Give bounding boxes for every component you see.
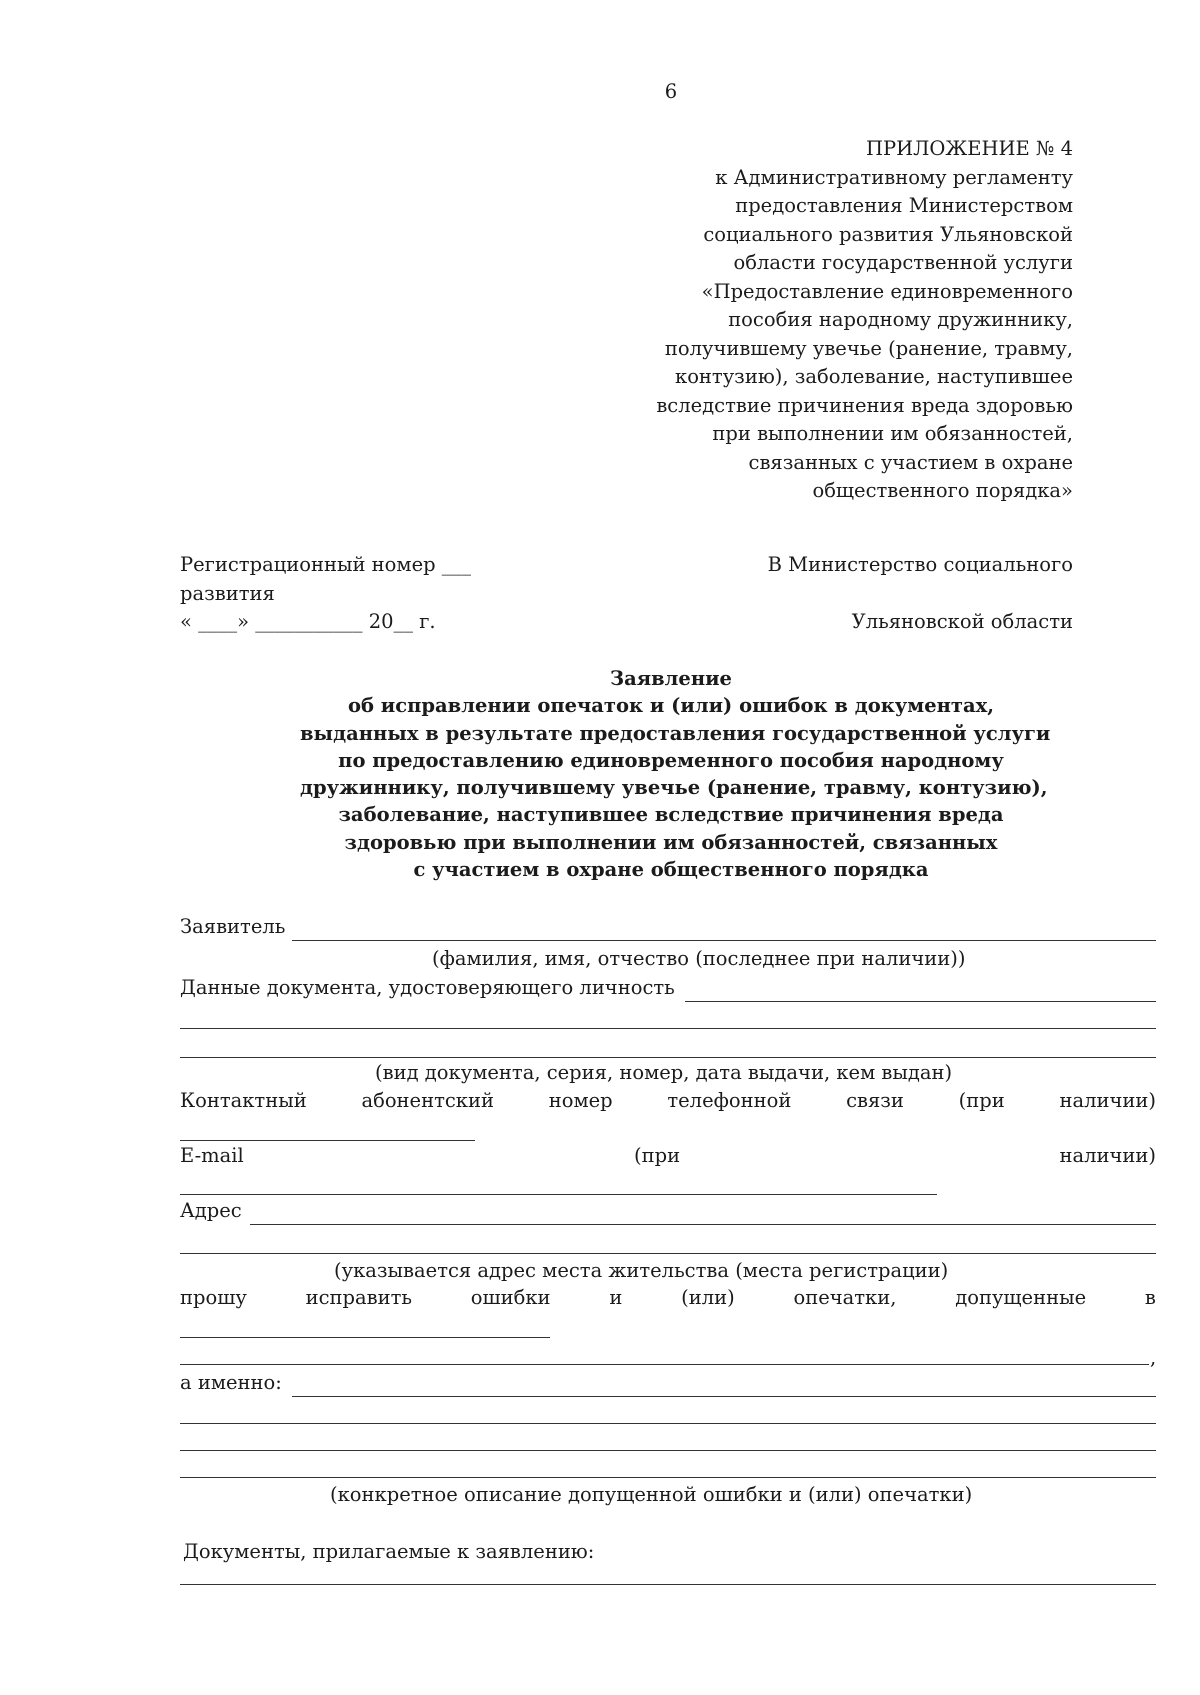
title-line: по предоставлению единовременного пособия народному — [338, 748, 1004, 772]
id-document-field-line-2[interactable] — [180, 1028, 1156, 1029]
appendix-line: области государственной услуги — [733, 251, 1073, 274]
appendix-line: получившему увечье (ранение, травму, — [664, 336, 1073, 360]
email-field-line[interactable] — [180, 1194, 937, 1195]
request-word: исправить — [305, 1286, 412, 1309]
request-row — [180, 1286, 1156, 1309]
request-word: опечатки, — [793, 1286, 897, 1309]
title-line: дружиннику, получившему увечье (ранение, травму, контузию), — [300, 776, 1048, 800]
title-line: заболевание, наступившее вследствие причинения вреда — [338, 803, 1004, 827]
attachments-label: Документы, прилагаемые к заявлению: — [183, 1540, 595, 1563]
email-label: E-mail — [180, 1144, 244, 1167]
registration-date-line: « ____» ___________ 20__ г. — [180, 610, 436, 633]
id-document-field-line-3[interactable] — [180, 1057, 1156, 1058]
registration-continuation: развития — [180, 581, 275, 605]
request-comma: , — [1150, 1346, 1157, 1369]
document-title — [300, 665, 1051, 883]
applicant-caption: (фамилия, имя, отчество (последнее при наличии)) — [432, 947, 966, 970]
appendix-line: общественного порядка» — [812, 479, 1073, 502]
attachments-field-line[interactable] — [180, 1584, 1156, 1585]
appendix-block — [656, 135, 1073, 506]
request-field-line[interactable] — [180, 1337, 550, 1338]
phone-word: абонентский — [361, 1089, 494, 1112]
email-when-available-2: наличии) — [1059, 1144, 1156, 1167]
request-word: (или) — [681, 1286, 735, 1309]
request-word: допущенные — [955, 1286, 1087, 1309]
phone-field-line[interactable] — [180, 1140, 475, 1141]
id-document-field-line[interactable] — [685, 1001, 1156, 1002]
namely-field-line-3[interactable] — [180, 1450, 1156, 1451]
appendix-line: предоставления Министерством — [735, 194, 1073, 217]
appendix-line: социального развития Ульяновской — [703, 222, 1073, 246]
phone-label-row — [180, 1089, 1156, 1112]
applicant-field-line[interactable] — [292, 940, 1156, 941]
id-document-label: Данные документа, удостоверяющего личность — [180, 976, 675, 999]
namely-label: а именно: — [180, 1371, 282, 1394]
title-line: об исправлении опечаток и (или) ошибок в документах, — [347, 694, 995, 718]
namely-caption: (конкретное описание допущенной ошибки и (или) опечатки) — [330, 1483, 973, 1506]
registration-number-label: Регистрационный номер ___ — [180, 553, 472, 576]
address-field-line[interactable] — [250, 1224, 1156, 1225]
phone-word: номер — [548, 1089, 613, 1112]
appendix-heading: ПРИЛОЖЕНИЕ № 4 — [865, 137, 1073, 160]
request-word: прошу — [180, 1286, 247, 1309]
appendix-line: связанных с участием в охране — [748, 450, 1073, 474]
phone-word: Контактный — [180, 1089, 307, 1112]
addressee-line-1: В Министерство социального — [767, 553, 1073, 576]
address-field-line-2[interactable] — [180, 1253, 1156, 1254]
title-heading: Заявление — [610, 667, 732, 690]
appendix-line: пособия народному дружиннику, — [728, 308, 1073, 331]
namely-field-line[interactable] — [292, 1396, 1156, 1397]
phone-word: связи — [846, 1089, 904, 1112]
title-line: выданных в результате предоставления государственной услуги — [300, 721, 1051, 745]
address-caption: (указывается адрес места жительства (места регистрации) — [334, 1259, 949, 1282]
namely-field-line-2[interactable] — [180, 1423, 1156, 1424]
addressee-line-2: Ульяновской области — [851, 610, 1073, 633]
request-field-line-2[interactable] — [180, 1364, 1149, 1365]
request-word: и — [609, 1286, 623, 1309]
request-word: ошибки — [470, 1286, 551, 1309]
id-document-caption: (вид документа, серия, номер, дата выдачи, кем выдан) — [375, 1061, 953, 1084]
applicant-label: Заявитель — [180, 915, 286, 938]
appendix-line: при выполнении им обязанностей, — [712, 422, 1073, 445]
title-line: с участием в охране общественного порядка — [413, 858, 929, 882]
namely-field-line-4[interactable] — [180, 1477, 1156, 1478]
title-line: здоровью при выполнении им обязанностей, связанных — [344, 830, 998, 854]
page-number: 6 — [664, 80, 678, 103]
registration-block — [180, 551, 471, 637]
appendix-line: «Предоставление единовременного — [701, 279, 1073, 303]
addressee-block — [768, 551, 1073, 637]
email-when-available-1: (при — [634, 1144, 681, 1167]
request-word: в — [1144, 1286, 1156, 1309]
address-label: Адрес — [180, 1199, 242, 1222]
phone-word: (при — [958, 1089, 1005, 1112]
appendix-line: к Административному регламенту — [715, 165, 1073, 189]
appendix-line: контузию), заболевание, наступившее — [675, 365, 1073, 388]
phone-word: наличии) — [1059, 1089, 1156, 1112]
appendix-line: вследствие причинения вреда здоровью — [656, 393, 1073, 417]
phone-word: телефонной — [667, 1089, 792, 1112]
